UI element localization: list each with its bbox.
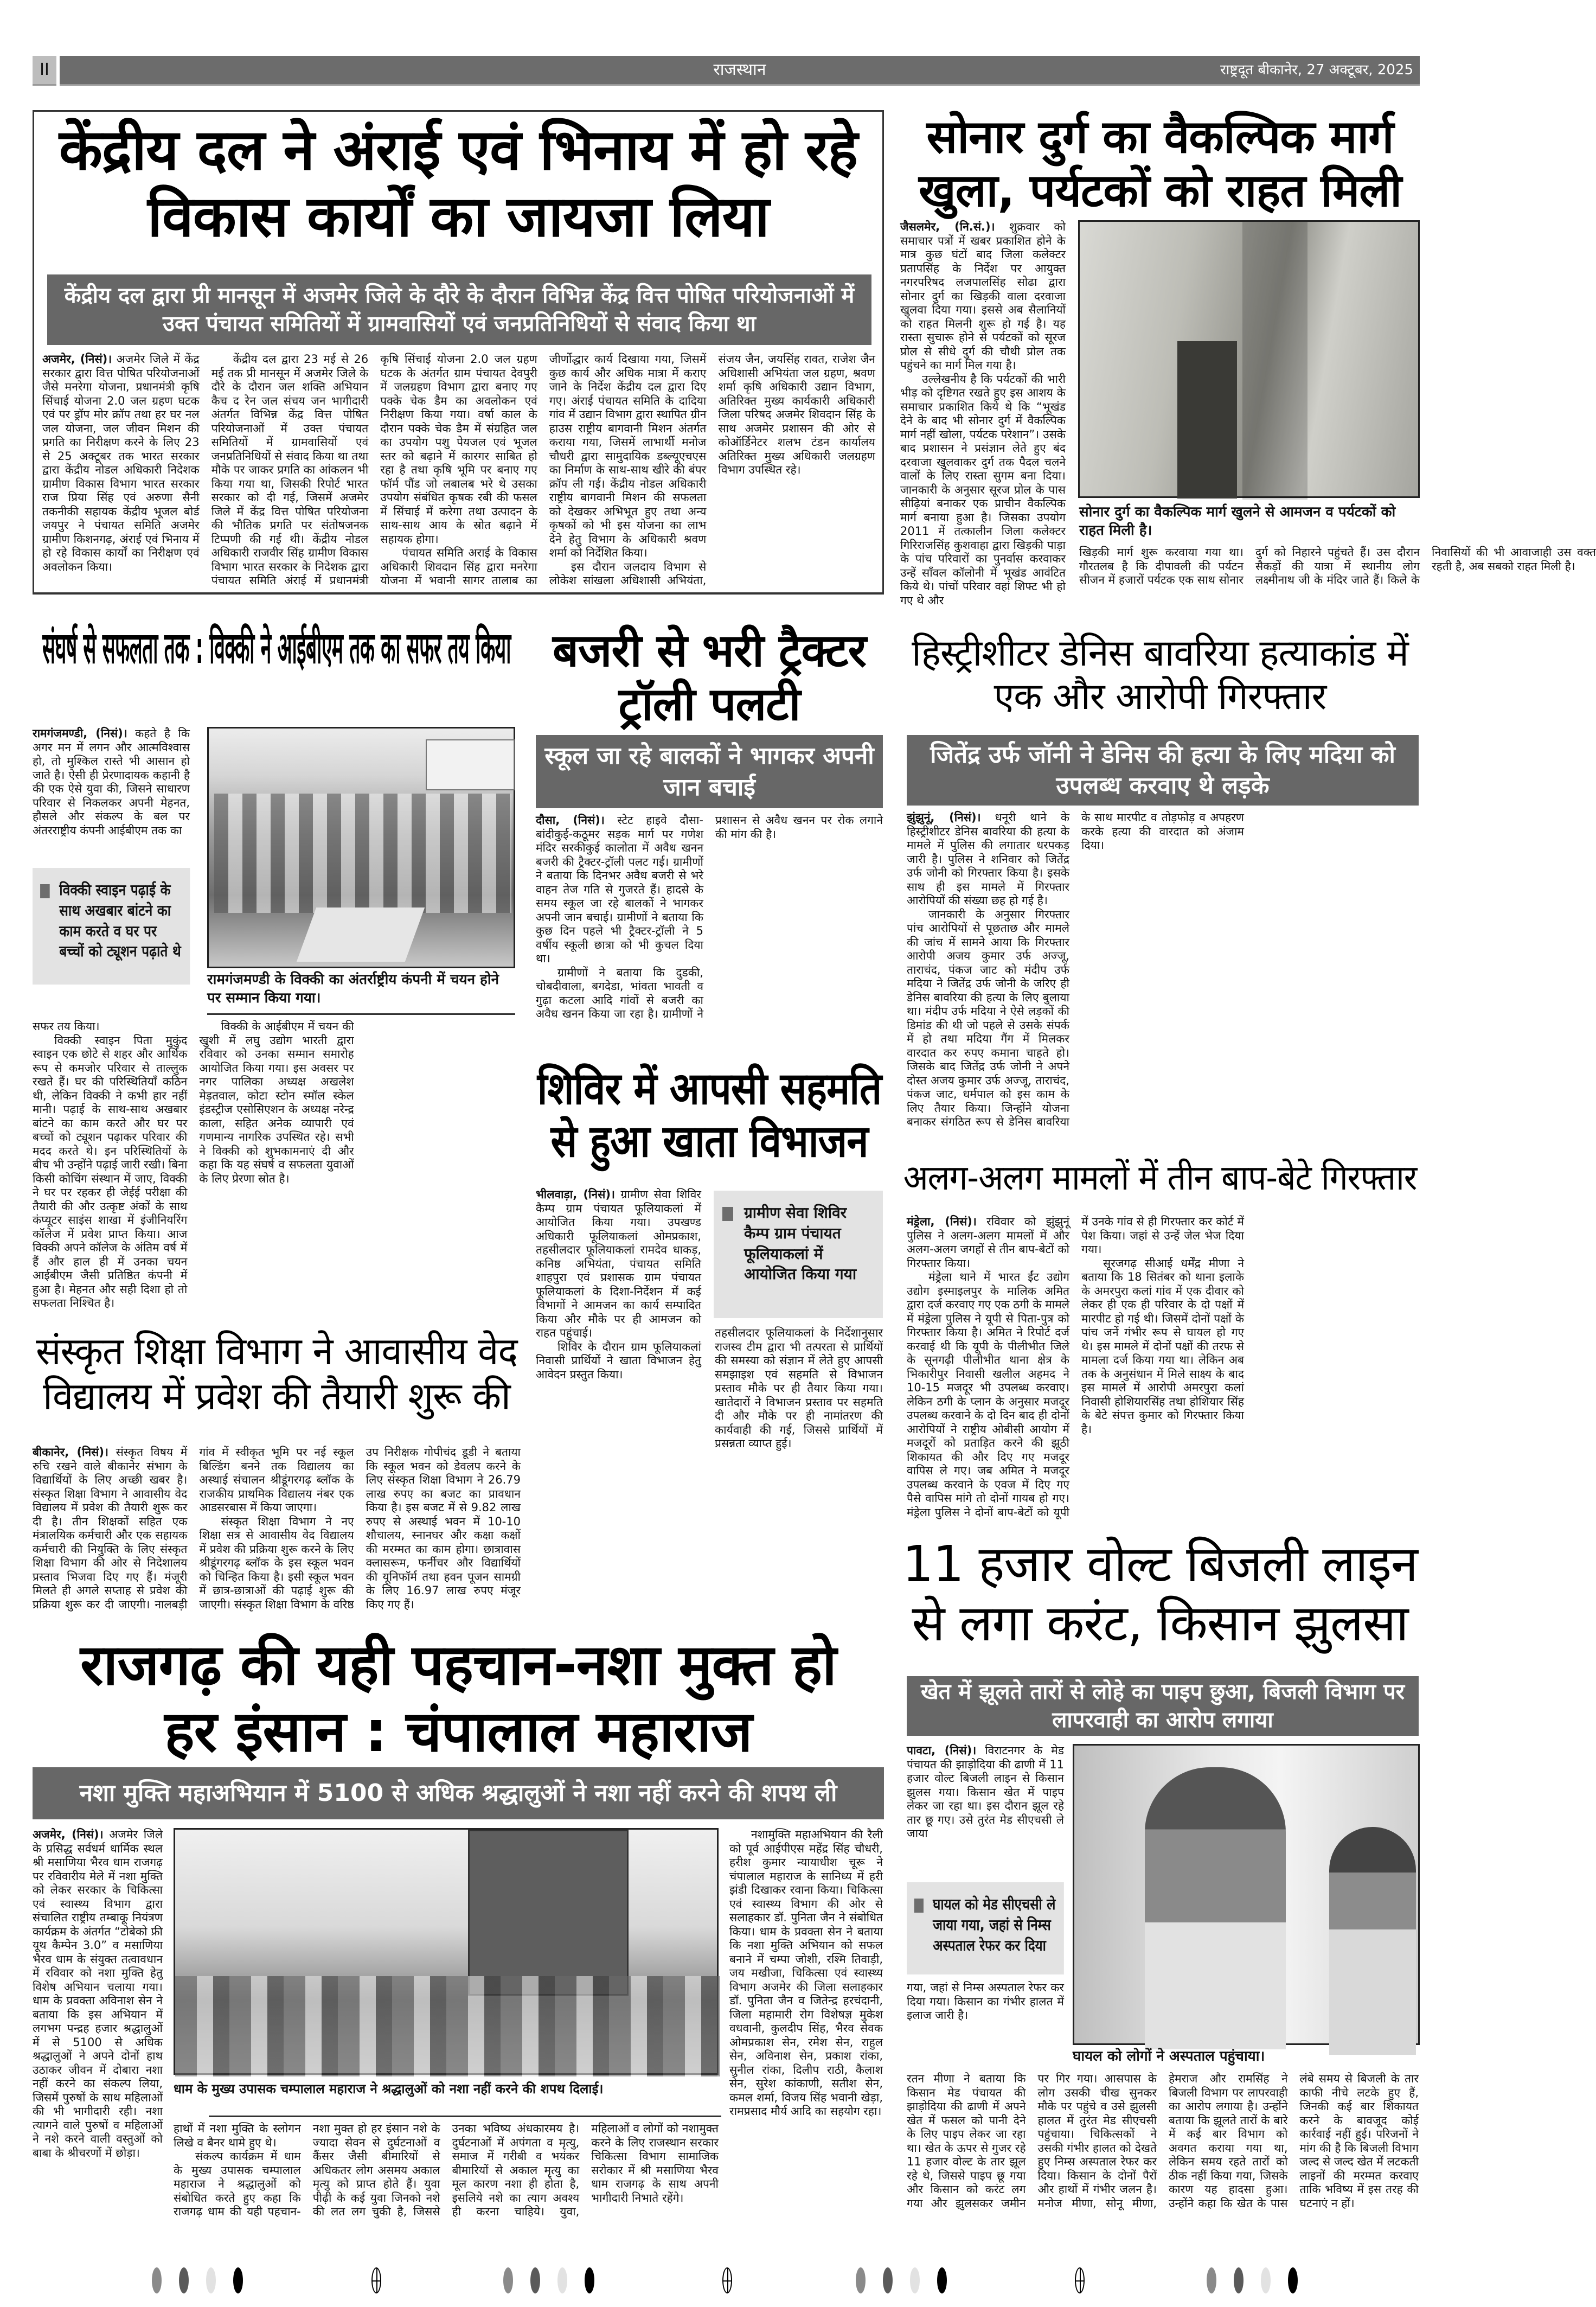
crosshair-mark-icon — [1075, 2267, 1085, 2293]
bullet-square-icon — [914, 1899, 924, 1913]
shivir-body-right — [715, 1326, 883, 1481]
sonar-headline: सोनार दुर्ग का वैकल्पिक मार्ग खुला, पर्यटकों को राहत मिली — [919, 110, 1401, 218]
color-mark — [503, 2267, 513, 2293]
vicky-intro — [33, 727, 190, 862]
dateline: अजमेर, (निसं)। — [42, 353, 112, 366]
bystander — [1329, 1827, 1416, 2055]
sanskrit-body — [33, 1446, 521, 1614]
arrests-body — [907, 1215, 1419, 1524]
color-mark — [1288, 2267, 1298, 2293]
color-mark — [1234, 2267, 1244, 2293]
paragraph: शुक्रवार को समाचार पत्रों में खबर प्रकाशित होने के मात्र कुछ घंटों बाद जिला कलेक्टर प्रतापसिंह के निर्देश पर आयुक्त नगरपरिषद लजपालसिंह सोढा द्वारा सोनार दुर्ग का खिड़की वाला दरवाजा खुलवा दिया गया। इससे अब सैलानियों को राहत मिलनी शुरू हो गई है। यह रास्ता सुचारू होने से पर्यटकों को सूरज प्रोल से सीधे दुर्ग की चौथी प्रोल तक पहुंचने का मार्ग मिल गया है। — [900, 220, 1066, 372]
page-number: II — [40, 60, 49, 79]
rajgarh-body — [174, 2122, 719, 2225]
color-mark — [585, 2267, 594, 2293]
paragraph: संकल्प कार्यक्रम में धाम के मुख्य उपासक चम्पालाल महाराज ने श्रद्धालुओं को संबोधित करते हुए कहा कि राजगढ़ धाम की यही पहचान-नशा मुक्त हो हर इंसान नशे के ज्यादा सेवन से दुर्घटनाओं व कैंसर जैसी बीमारियों से अधिकतर लोग असमय अकाल मृत्यु को प्राप्त होते हैं। युवा पीढ़ी के कई युवा जिनको नशे की लत लग चुकी है, जिससे उनका भविष्य अंधकारमय है। दुर्घटनाओं में अपंगता व मृत्यु, समाज में गरीबी व भयंकर बीमारियों से अकाल मृत्यु का मूल कारण नशा ही होता है, इसलिये नशे का त्याग अवश्य ही करना चाहिये। युवा, महिलाओं व लोगों को नशामुक्त करने के लिए राजस्थान सरकार चिकित्सा विभाग सामाजिक सरोकार में श्री मसाणिया भैरव धाम राजगढ़ के साथ अपनी भागीदारी निभाते रहेंगे। — [174, 2122, 719, 2218]
electrocution-deck: खेत में झूलते तारों से लोहे का पाइप छुआ, बिजली विभाग पर लापरवाही का आरोप लगाया — [907, 1676, 1419, 1736]
paragraph: केंद्रीय दल द्वारा 23 मई से 26 मई तक प्री मानसून में अजमेर जिले के दौरे के दौरान जल शक्ति अभियान कैच द रेन जल संचय जन भागीदारी अंतर्गत विभिन्न केंद्र वित्त पोषित परियोजनाओं में उक्त पंचायत समितियों में ग्रामवासियों एवं जनप्रतिनिधियों से संवाद किया था तथा मौके पर जाकर प्रगति का आंकलन भी किया गया था, जिसकी रिपोर्ट भारत सरकार को दी गई, जिसमें अजमेर जिले में केंद्र वित्त पोषित परियोजना की भौतिक प्रगति पर संतोषजनक टिप्पणी की गई थी। केंद्रीय नोडल अधिकारी राजवीर सिंह ग्रामीण विकास विभाग भारत सरकार के निदेशक द्वारा पंचायत समिति अंराई में प्रधानमंत्री कृषि सिंचाई योजना 2.0 जल ग्रहण घटक के अंतर्गत ग्राम पंचायत देवपुरी में जलग्रहण विभाग द्वारा बनाए गए पक्के चेक डैम का अवलोकन एवं निरीक्षण किया गया। वर्षा काल के दौरान पक्के चेक डैम में संग्रहित जल का उपयोग पशु पेयजल एवं भूजल स्तर को बढ़ाने में कारगर साबित हो रहा है तथा कृषि भूमि पर बनाए गए फॉर्म पौंड जो लबालब भरे थे उसका उपयोग संबंधित कृषक रबी की फसल में सिंचाई में करेगा तथा उत्पादन के साथ-साथ आय के स्रोत बढ़ाने में सहायक होगा। — [211, 353, 537, 587]
paragraph: शिविर के दौरान ग्राम फूलियाकलां निवासी प्रार्थियों ने खाता विभाजन हेतु आवेदन प्रस्तुत किया। — [536, 1340, 701, 1381]
paragraph: तहसीलदार फूलियाकलां के निर्देशानुसार राजस्व टीम द्वारा भी तत्परता से प्रार्थियों की समस्या को संज्ञान में लेते हुए आपसी समझाइश एवं सहमति से विभाजन प्रस्ताव मौके पर ही तैयार किया गया। खातेदारों ने विभाजन प्रस्ताव पर सहमति दी और मौके पर ही नामांतरण की कार्यवाही की गई, जिससे प्रार्थियों में प्रसन्नता व्याप्त हुई। — [715, 1326, 883, 1450]
arrests-headline: अलग-अलग मामलों में तीन बाप-बेटे गिरफ्तार — [903, 1158, 1417, 1198]
color-mark — [530, 2267, 540, 2293]
dateline: भीलवाड़ा, (निसं)। — [536, 1188, 615, 1201]
color-mark — [233, 2267, 243, 2293]
paragraph: विक्की के आईबीएम में चयन की खुशी में लघु उद्योग भारती द्वारा रविवार को उनका सम्मान समारोह आयोजित किया गया। इस अवसर पर नगर पालिका अध्यक्ष अखलेश मेड़तवाल, कोटा स्टोन स्मॉल स्केल इंडस्ट्रीज एसोसिएशन के अध्यक्ष नरेन्द्र काला, सहित अनेक व्यापारी एवं गणमान्य नागरिक उपस्थित रहे। सभी ने विक्की को शुभकामनाएं दी और कहा कि यह संघर्ष व सफलता युवाओं के लिए प्रेरणा स्रोत है। — [199, 1020, 354, 1185]
electrocution-body — [907, 2072, 1419, 2224]
dateline: बीकानेर, (निसं)। — [33, 1446, 108, 1459]
highlight-text: विक्की स्वाइन पढ़ाई के साथ अखबार बांटने का काम करते व घर पर बच्चों को ट्यूशन पढ़ाते थे — [59, 881, 181, 961]
historysheeter-headline: हिस्ट्रीशीटर डेनिस बावरिया हत्याकांड में एक और आरोपी गिरफ्तार — [912, 632, 1408, 719]
sonar-photo-caption: सोनार दुर्ग का वैकल्पिक मार्ग खुलने से आमजन व पर्यटकों को राहत मिली है। — [1079, 504, 1396, 539]
paper-date: राष्ट्रदूत बीकानेर, 27 अक्टूबर, 2025 — [1220, 62, 1413, 78]
rajgarh-body-right — [729, 1828, 883, 2227]
color-mark — [152, 2267, 162, 2293]
color-mark — [1261, 2267, 1271, 2293]
electrocution-highlight-box — [907, 1882, 1064, 1974]
paragraph: अजमेर जिले में केंद्र सरकार द्वारा वित्त पोषित परियोजनाओं जैसे मनरेगा योजना, प्रधानमंत्री कृषि सिंचाई योजना 2.0 जल ग्रहण घटक एवं पर ड्रॉप मोर क्रॉप तथा हर घर नल जल योजना, जल जीवन मिशन की प्रगति का निरीक्षण करने के लिए 23 से 25 अक्टूबर तक भारत सरकार द्वारा केंद्रीय नोडल अधिकारी निदेशक ग्रामीण विकास विभाग भारत सरकार राज प्रिया सिंह एवं अरुणा सैनी तकनीकी सहायक केंद्रीय भूजल बोर्ड जयपुर ने पंचायत समिति अजमेर ग्रामीण किशनगढ़, अंराई एवं भिनाय में हो रहे विकास कार्यों का निरीक्षण एवं अवलोकन किया। — [42, 353, 200, 573]
color-mark — [179, 2267, 189, 2293]
section-header-bar — [60, 56, 1420, 86]
dateline: पावटा, (निसं)। — [907, 1744, 977, 1757]
trolley-headline: बजरी से भरी ट्रैक्टर ट्रॉली पलटी — [553, 624, 866, 731]
banner-board — [426, 739, 515, 790]
caption-rule — [209, 2116, 721, 2117]
paragraph: गया, जहां से निम्स अस्पताल रेफर कर दिया गया। किसान का गंभीर हालत में इलाज जारी है। — [907, 1981, 1064, 2022]
sanskrit-headline: संस्कृत शिक्षा विभाग ने आवासीय वेद विद्यालय में प्रवेश की तैयारी शुरू की — [36, 1329, 517, 1418]
paragraph: रविवार को झुंझुनूं पुलिस ने अलग-अलग मामलों में और अलग-अलग जगहों से तीन बाप-बेटों को गिरफ्तार किया। — [907, 1215, 1069, 1270]
paragraph: जानकारी के अनुसार गिरफ्तार पांच आरोपियों से पूछताछ और मामले की जांच में सामने आया कि गिरफ्तार आरोपी अजय कुमार उर्फ अज्जू, ताराचंद, पंकज जाट को मंदीप उर्फ मदिया ने जितेंद्र उर्फ जोनी के जरिए ही डेनिस बावरिया की हत्या के लिए बुलाया था। मंदीप उर्फ मदिया ने ऐसे लड़कों की डिमांड की थी जो पहले से उसके संपर्क में हो तथा मदिया गैंग में मिलकर वारदात कर रुपए कमाना चाहते हो। जिसके बाद जितेंद्र उर्फ जोनी ने अपने दोस्त अजय कुमार उर्फ अज्जू, ताराचंद, पंकज जाट, धर्मपाल को इस काम के लिए तैयार किया। जिन्होंने योजना बनाकर संगठित रूप से डेनिस बावरिया के साथ मारपीट व तोड़फोड़ व अपहरण करके हत्या की वारदात को अंजाम दिया। — [907, 811, 1244, 1128]
page-number-box — [33, 56, 56, 86]
color-mark — [937, 2267, 947, 2293]
table-with-sweets — [297, 908, 425, 962]
bullet-square-icon — [722, 1207, 733, 1221]
trolley-deck: स्कूल जा रहे बालकों ने भागकर अपनी जान बचाई — [536, 735, 883, 808]
paragraph: पंचायत समिति अराई के विकास अधिकारी शिवदान सिंह द्वारा मनरेगा योजना में भवानी सागर तालाब का जीर्णोद्धार कार्य दिखाया गया, जिसमें कुछ कार्य और अधिक मात्रा में कराए जाने के निर्देश केंद्रीय दल द्वारा दिए गए। अंराई पंचायत समिति के दादिया गांव में उद्यान विभाग द्वारा स्थापित ग्रीन हाउस राष्ट्रीय बागवानी मिशन अंतर्गत कराया गया, जिसमें लाभार्थी मनोज चौधरी द्वारा सामुदायिक डब्ल्यूएचएस का निर्माण के साथ-साथ खीरे की बंपर क्रॉप ली गई। केंद्रीय नोडल अधिकारी राष्ट्रीय बागवानी मिशन की सफलता को देखकर अभिभूत हुए तथा अन्य कृषकों को भी इस योजना का लाभ देने हेतु विभाग के अधिकारी श्रवण शर्मा को निर्देशित किया। — [380, 353, 707, 587]
color-mark — [856, 2267, 866, 2293]
paragraph: हाथों में नशा मुक्ति के स्लोगन लिखे व बैनर थामे हुए थे। — [174, 2122, 301, 2149]
vicky-highlight-box — [33, 868, 190, 985]
shivir-headline: शिविर में आपसी सहमति से हुआ खाता विभाजन — [537, 1063, 882, 1167]
paragraph: स्टेट हाइवे दौसा-बांदीकुई-कठूमर सड़क मार्ग पर गणेश मंदिर सरकीकुई कालोता में अवैध खनन बजरी की ट्रैक्टर-ट्रॉली पलट गई। ग्रामीणों ने बताया कि दिनभर अवैध बजरी से भरे वाहन तेज गति से गुजरते हैं। हादसे के समय स्कूल जा रहे बालकों ने भागकर अपनी जान बचाई। ग्रामीणों ने बताया कि कुछ दिन पहले भी ट्रैक्टर-ट्रॉली ने 5 वर्षीय स्कूली छात्रा को भी कुचल दिया था। — [536, 814, 703, 965]
injured-photo-caption: घायल को लोगों ने अस्पताल पहुंचाया। — [1073, 2048, 1265, 2065]
rally-photo-caption: धाम के मुख्य उपासक चम्पालाल महाराज ने श्रद्धालुओं को नशा नहीं करने की शपथ दिलाई। — [174, 2081, 604, 2097]
rajgarh-deck: नशा मुक्ति महाअभियान में 5100 से अधिक श्रद्धालुओं ने नशा नहीं करने की शपथ ली — [33, 1767, 884, 1819]
lead-deck: केंद्रीय दल द्वारा प्री मानसून में अजमेर जिले के दौरे के दौरान विभिन्न केंद्र वित्त पोषित परियोजनाओं में उक्त पंचायत समितियों में ग्रामवासियों एवं जनप्रतिनिधियों से संवाद किया था — [47, 274, 871, 345]
paragraph: ग्रामीण सेवा शिविर कैम्प ग्राम पंचायत फूलियाकलां में आयोजित किया गया। उपखण्ड अधिकारी फूलियाकलां ओमप्रकाश, तहसीलदार फूलियाकलां रामदेव धाकड़, कनिष्ठ अभियंता, पंचायत समिति शाहपुरा एवं प्रशासक ग्राम पंचायत फूलियाकलां के दिशा-निर्देशन में कई विभागों ने आमजन का कार्य सम्पादित किया और मौके पर ही आमजन को राहत पहुंचाई। — [536, 1188, 701, 1339]
vicky-felicitation-photo — [207, 727, 515, 968]
injured-man — [1145, 1767, 1286, 2049]
color-mark — [910, 2267, 920, 2293]
historysheeter-body — [907, 811, 1419, 1136]
devotees-crowd — [175, 1976, 720, 2076]
rally-banner — [468, 1830, 629, 1996]
paragraph: खिड़की मार्ग शुरू करवाया गया था। गौरतलब है कि दीपावली की पर्यटन सीजन में हजारों पर्यटक एक साथ सोनार दुर्ग को निहारने पहुंचते हैं। उस दौरान सैकड़ों की यात्रा में स्थानीय लोग लक्ष्मीनाथ जी के मंदिर जाते हैं। किले के निवासियों की भी आवाजाही उस वक्त रहती है, अब सबको राहत मिली है। — [1079, 546, 1596, 586]
paragraph: विराटनगर के मेड पंचायत की झाड़ोदिया की ढाणी में 11 हजार वोल्ट बिजली लाइन से किसान झुलस गया। किसान खेत में पाइप लेकर जा रहा था। इस दौरान झूल रहे तार छू गए। उसे तुरंत मेड सीएचसी ले जाया — [907, 1744, 1064, 1840]
lead-headline: केंद्रीय दल ने अंराई एवं भिनाय में हो रहे विकास कार्यों का जायजा लिया — [59, 117, 857, 250]
lead-body — [42, 353, 875, 591]
fort-doorway — [1177, 341, 1237, 499]
highlight-text: ग्रामीण सेवा शिविर कैम्प ग्राम पंचायत फूलियाकलां में आयोजित किया गया — [744, 1204, 857, 1283]
color-mark — [1207, 2267, 1216, 2293]
paragraph: नशामुक्ति महाअभियान की रैली को पूर्व आईपीएस महेंद्र सिंह चौधरी, हरीश कुमार न्यायाधीश चूरू ने चंपालाल महाराज के सानिध्य में हरी झंडी दिखाकर रवाना किया। चिकित्सा एवं स्वास्थ्य विभाग की ओर से सलाहकार डॉ. पुनिता जैन ने संबोधित किया। धाम के प्रवक्ता सेन ने बताया कि नशा मुक्ति अभियान को सफल बनाने में चम्पा जोशी, रश्मि तिवाड़ी, जय मखीजा, चिकित्सा एवं स्वास्थ्य विभाग अजमेर की जिला सलाहकार डॉ. पुनिता जैन व जितेन्द्र हरचंदानी, जिला महामारी रोग विशेषज्ञ मुकेश वधवानी, कुलदीप सिंह, भैरव सेवक ओमप्रकाश सेन, रमेश सेन, राहुल सेन, अविनाश सेन, प्रकाश रांका, सुनील रांका, दिलीप राठी, कैलाश सेन, सुरेश कांकाणी, सतीश सेन, कमल शर्मा, विजय सिंह भवानी खेड़ा, रामप्रसाद मौर्य आदि का सहयोग रहा। — [729, 1828, 883, 2118]
color-mark — [557, 2267, 567, 2293]
paragraph: सूरजगढ़ सीआई धर्मेंद्र मीणा ने बताया कि 18 सितंबर को थाना इलाके के अमरपुरा कलां गांव में एक दीवार को लेकर ही एक ही परिवार के दो पक्षों में मारपीट हो गई थी। जिसमें दोनों पक्षों के पांच जनें गंभीर रूप से घायल हो गए थे। इस मामले में दोनों पक्षों की तरफ से मामला दर्ज किया गया था। लेकिन अब तक के अनुसंधान में मिले साक्ष्य के बाद इस मामले में आरोपी अमरपुरा कलां निवासी होशियारसिंह तथा होशियार सिंह के बेटे संपत्त कुमार को गिरफ्तार किया है। — [1081, 1256, 1244, 1436]
paragraph: रतन मीणा ने बताया कि किसान मेड पंचायत की झाड़ोदिया की ढाणी में अपने खेत में फसल को पानी देने के लिए पाइप लेकर जा रहा था। खेत के ऊपर से गुजर रहे 11 हजार वोल्ट के तार झूल रहे थे, जिससे पाइप छू गया और किसान को करंट लग गया और झुलसकर जमीन पर गिर गया। आसपास के लोग उसकी चीख सुनकर मौके पर पहुंचे व उसे झुलसी हालत में तुरंत मेड सीएचसी पहुंचाया। चिकित्सकों ने उसकी गंभीर हालत को देखते हुए निम्स अस्पताल रेफर कर दिया। किसान के दोनों पैरों और हाथों में गंभीर जलन है। मनोज मीणा, सोनू मीणा, हेमराज और रामसिंह ने बिजली विभाग पर लापरवाही का आरोप लगाया है। उन्होंने बताया कि झूलते तारों के बारे में कई बार विभाग को अवगत कराया गया था, लेकिन समय रहते तारों को ठीक नहीं किया गया, जिसके कारण यह हादसा हुआ। उन्होंने कहा कि खेत के पास लंबे समय से बिजली के तार काफी नीचे लटके हुए हैं, जिनकी कई बार शिकायत करने के बावजूद कोई कार्रवाई नहीं हुई। परिजनों ने मांग की है कि बिजली विभाग जल्द से जल्द खेत में लटकती लाइनों की मरम्मत करवाए ताकि भविष्य में इस तरह की घटनाएं न हों। — [907, 2072, 1419, 2210]
rally-photo — [174, 1828, 719, 2075]
paragraph: धनूरी थाने के हिस्ट्रीशीटर डेनिस बावरिया की हत्या के मामले में पुलिस की लगातार धरपकड़ जारी है। पुलिस ने शनिवार को जितेंद्र उर्फ जोनी को गिरफ्तार किया है। इसके साथ ही इस मामले में गिरफ्तार आरोपियों की संख्या छह हो गई है। — [907, 811, 1070, 907]
paragraph: ग्रामीणों ने बताया कि दुडकी, चोबदीवाला, बगदेडा, भांवता भावती व गुढ़ा कटला आदि गांवों से बजरी का अवैध खनन किया जा रहा है। ग्रामीणों ने प्रशासन से अवैध खनन पर रोक लगाने की मांग की है। — [536, 814, 883, 1020]
trolley-body — [536, 814, 883, 1041]
vicky-headline: संघर्ष से सफलता तक : विक्की ने आईबीएम तक का सफर तय किया — [42, 623, 511, 673]
dateline: मंड्रेला, (निसं)। — [907, 1215, 977, 1228]
shivir-highlight-box — [714, 1191, 883, 1318]
historysheeter-deck: जितेंद्र उर्फ जॉनी ने डेनिस की हत्या के लिए मदिया को उपलब्ध करवाए थे लड़के — [907, 735, 1419, 806]
crosshair-mark-icon — [722, 2267, 732, 2293]
color-mark — [883, 2267, 893, 2293]
dateline: जैसलमेर, (नि.सं.)। — [900, 220, 995, 233]
group-of-people — [214, 794, 511, 913]
dateline: रामगंजमण्डी, (निसं)। — [33, 727, 127, 740]
paragraph: सफर तय किया। — [33, 1020, 100, 1033]
sonar-body-tail — [1079, 546, 1596, 589]
crosshair-mark-icon — [371, 2267, 381, 2293]
paragraph: इस दौरान जलदाय विभाग से लोकेश सांखला अधिशासी अभियंता, संजय जैन, जयसिंह रावत, राजेश जैन अधिशासी अभियंता जल ग्रहण, श्रवण शर्मा कृषि अधिकारी उद्यान विभाग, अतिरिक्त मुख्य कार्यकारी अधिकारी जिला परिषद अजमेर शिवदान सिंह के साथ अजमेर प्रशासन की ओर से कोऑर्डिनेटर शलभ टंडन कार्यालय अतिरिक्त मुख्य अधिकारी जलग्रहण विभाग उपस्थित रहे। — [549, 353, 875, 587]
color-mark — [206, 2267, 216, 2293]
paragraph: विक्की स्वाइन पिता मुकुंद स्वाइन एक छोटे से शहर और आर्थिक रूप से कमजोर परिवार से ताल्लुक रखते हैं। घर की परिस्थितियाँ कठिन थी, लेकिन विक्की ने कभी हार नहीं मानी। पढ़ाई के साथ-साथ अखबार बांटने का काम करते और घर पर बच्चों को ट्यूशन पढ़ाकर परिवार की मदद करते थे। इन परिस्थितियों के बीच भी उन्होंने पढ़ाई जारी रखी। बिना किसी कोचिंग संस्थान में जाए, विक्की ने घर पर रहकर ही जेईई परीक्षा की तैयारी की और उत्कृष्ट अंकों के साथ कंप्यूटर साइंस शाखा में इंजीनियरिंग कॉलेज में प्रवेश प्राप्त किया। आज विक्की अपने कॉलेज के अंतिम वर्ष में हैं और हाल ही में उनका चयन आईबीएम जैसी प्रतिष्ठित कंपनी में हुआ है। मेहनत और सही दिशा हो तो सफलता निश्चित है। — [33, 1033, 188, 1309]
paragraph: मंड्रेला थाने में भारत ईंट उद्योग उद्योग इस्माइलपुर के मालिक अमित द्वारा दर्ज करवाए गए एक ठगी के मामले में मंड्रेला पुलिस ने यूपी से पिता-पुत्र को गिरफ्तार किया है। अमित ने रिपोर्ट दर्ज करवाई थी कि यूपी के पीलीभीत जिले के सूनगढ़ी पीलीभीत थाना क्षेत्र के भिकारीपुर निवासी खलील अहमद ने 10-15 मजदूर भी उपलब्ध करवाए। लेकिन ठगी के प्लान के अनुसार मजदूर उपलब्ध करवाने के दो दिन बाद ही दोनों आरोपियों ने राष्ट्रीय ओबीसी आयोग में मजदूरों को प्रताड़ित करने की झूठी शिकायत की और दिए गए मजदूर वापिस ले गए। जब अमित ने मजदूर उपलब्ध करवाने के एवज में दिए गए पैसे वापिस मांगे तो दोनों गायब हो गए। मंड्रेला पुलिस ने दोनों बाप-बेटों को यूपी में उनके गांव से ही गिरफ्तार कर कोर्ट में पेश किया। जहां से उन्हें जेल भेज दिया गया। — [907, 1215, 1244, 1519]
electrocution-body-top — [907, 1744, 1064, 1874]
paragraph: कहते है कि अगर मन में लगन और आत्मविश्वास हो, तो मुश्किल रास्ते भी आसान हो जाते है। ऐसी ही प्रेरणादायक कहानी है की एक ऐसे युवा की, जिसने साधारण परिवार से निकलकर अपनी मेहनत, हौसले और संकल्प के बल पर अंतरराष्ट्रीय कंपनी आईबीएम तक का — [33, 727, 190, 837]
paragraph: अजमेर जिले के प्रसिद्ध सर्वधर्म धार्मिक स्थल श्री मसाणिया भैरव धाम राजगढ़ पर रविवारीय मेले में नशा मुक्ति को लेकर सरकार के चिकित्सा एवं स्वास्थ्य विभाग द्वारा संचालित राष्ट्रीय तम्बाकू नियंत्रण कार्यक्रम के अंतर्गत “टोबेको फ्री यूथ कैम्पेन 3.0” व मसाणिया भैरव धाम के संयुक्त तत्वावधान में रविवार को नशा मुक्ति हेतु विशेष अभियान चलाया गया। धाम के प्रवक्ता अविनाश सेन ने बताया कि इस अभियान में लगभग पन्द्रह हजार श्रद्धालुओं में से 5100 से अधिक श्रद्धालुओं ने अपने दोनों हाथ उठाकर जीवन में दोबारा नशा नहीं करने का संकल्प लिया, जिसमें पुरुषों के साथ महिलाओं की भी भागीदारी रही। नशा त्यागने वाले पुरुषों व महिलाओं ने नशे करने वाली वस्तुओं को बाबा के श्रीचरणों में छोड़ा। — [33, 1828, 163, 2159]
rajgarh-headline: राजगढ़ की यही पहचान-नशा मुक्त हो हर इंसान : चंपालाल महाराज — [80, 1632, 836, 1765]
dateline: दौसा, (निसं)। — [536, 814, 605, 827]
shivir-body-left — [536, 1188, 701, 1481]
paragraph: संस्कृत विषय में रुचि रखने वाले बीकानेर संभाग के विद्यार्थियों के लिए अच्छी खबर है। संस्कृत शिक्षा विभाग ने आवासीय वेद विद्यालय में प्रवेश की तैयारी शुरू कर दी है। तीन शिक्षकों सहित एक मंत्रालयिक कर्मचारी और एक सहायक कर्मचारी की नियुक्ति के लिए संस्कृत शिक्षा विभाग की ओर से निदेशालय प्रस्ताव भिजवा दिए गए हैं। मंजूरी मिलते ही अगले सप्ताह से प्रवेश की प्रक्रिया शुरू कर दी जाएगी। नालबड़ी गांव में स्वीकृत भूमि पर नई स्कूल बिल्डिंग बनने तक विद्यालय का अस्थाई संचालन श्रीडूंगरगढ़ ब्लॉक के राजकीय प्राथमिक विद्यालय नंबर एक आडसरबास में किया जाएगा। — [33, 1446, 354, 1611]
electrocution-body-mid — [907, 1981, 1064, 2068]
electrocution-headline: 11 हजार वोल्ट बिजली लाइन से लगा करंट, किसान झुलसा — [902, 1535, 1418, 1652]
paragraph: संस्कृत शिक्षा विभाग ने नए शिक्षा सत्र से आवासीय वेद विद्यालय में प्रवेश की प्रक्रिया शुरू करने के लिए श्रीडूंगरगढ़ ब्लॉक के इस स्कूल भवन को चिन्हित किया है। इसी स्कूल भवन में छात्र-छात्राओं की पढ़ाई शुरू की जाएगी। संस्कृत शिक्षा विभाग के वरिष्ठ उप निरीक्षक गोपीचंद डूडी ने बताया कि स्कूल भवन को डेवलप करने के लिए संस्कृत शिक्षा विभाग ने 26.79 लाख रुपए का बजट का प्रावधान किया है। इस बजट में से 9.82 लाख रुपए से अस्थाई भवन में 10-10 शौचालय, स्नानघर और कक्षा कक्षों की मरम्मत का काम होगा। छात्रावास क्लासरूम, फर्नीचर और विद्यार्थियों की यूनिफॉर्म तथा हवन पूजन सामग्री के लिए 16.97 लाख रुपए मंजूर किए गए हैं। — [199, 1446, 521, 1611]
section-title: राजस्थान — [713, 60, 766, 79]
sonar-fort-photo — [1078, 220, 1420, 498]
paragraph: उल्लेखनीय है कि पर्यटकों की भारी भीड़ को दृष्टिगत रखते हुए इस आशय के समाचार प्रकाशित किये थे कि “भूखंड देने के बाद भी सोनार दुर्ग में वैकल्पिक मार्ग नहीं खोला, पर्यटक परेशान”। उसके बाद प्रशासन ने प्रसंज्ञान लेते हुए बंद दरवाजा खुलवाकर दुर्ग तक पैदल चलने वालों के लिए रास्ता सुगम बना दिया। जानकारी के अनुसार सूरज प्रोल के पास सीढ़ियां बनाकर एक प्राचीन वैकल्पिक मार्ग बनाया हुआ है। जिसका उपयोग 2011 में तत्कालीन जिला कलेक्टर गिरिराजसिंह कुशवाहा द्वारा खिड़की पाड़ा के पांच परिवारों का पुनर्वास करवाकर उन्हें साँवल कॉलोनी में भूखंड आवंटित किये थे। पांचों परिवार वहां शिफ्ट भी हो गए थे और — [900, 372, 1066, 607]
vicky-body — [33, 1020, 521, 1321]
sonar-body — [900, 220, 1066, 607]
injured-farmer-photo — [1073, 1744, 1420, 2045]
rajgarh-body-left — [33, 1828, 163, 2227]
dateline: अजमेर, (निसं)। — [33, 1828, 104, 1841]
fort-wall-shadow — [1242, 222, 1307, 500]
caption-rule — [207, 1013, 515, 1015]
bullet-square-icon — [40, 884, 50, 898]
highlight-text: घायल को मेड सीएचसी ले जाया गया, जहां से निम्स अस्पताल रेफर कर दिया — [933, 1895, 1056, 1954]
vicky-photo-caption: रामगंजमण्डी के विक्की का अंतर्राष्ट्रीय कंपनी में चयन होने पर सम्मान किया गया। — [207, 972, 499, 1006]
dateline: झुंझुनूं, (निसं)। — [907, 811, 981, 824]
